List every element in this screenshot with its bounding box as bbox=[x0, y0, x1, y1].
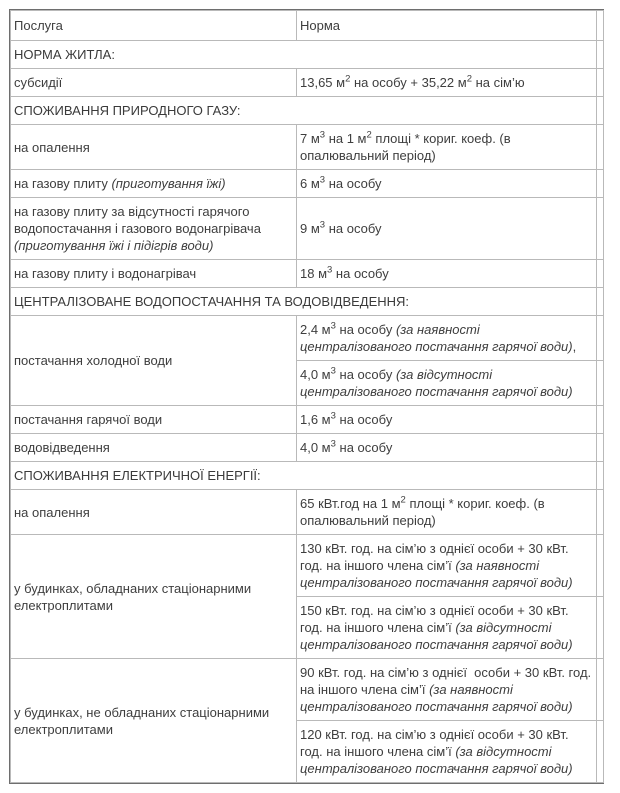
table-row bbox=[11, 535, 604, 597]
norms-table bbox=[10, 10, 604, 783]
superscript-unit: 3 bbox=[330, 320, 336, 332]
norm-cell bbox=[297, 406, 597, 434]
superscript-unit: 3 bbox=[319, 174, 326, 186]
norm-cell bbox=[297, 125, 597, 170]
column-header-service: Послуга bbox=[11, 11, 297, 41]
text-segment: на газову плиту і водонагрівач bbox=[14, 266, 197, 281]
superscript-unit: 3 bbox=[327, 264, 333, 276]
superscript-unit: 3 bbox=[330, 410, 336, 422]
spacer-cell bbox=[597, 434, 604, 462]
spacer-cell bbox=[597, 41, 604, 69]
text-segment: водовідведення bbox=[14, 440, 110, 455]
text-segment: у будинках, не обладнаних стаціонарними електроплитами bbox=[14, 704, 270, 737]
norm-cell bbox=[297, 659, 597, 721]
italic-note: (за наявності централізованого постачання гарячої води) bbox=[300, 322, 573, 354]
text-segment: на особу bbox=[335, 440, 393, 455]
table-row bbox=[11, 260, 604, 288]
spacer-cell bbox=[597, 260, 604, 288]
spacer-cell bbox=[597, 659, 604, 721]
text-segment: 9 м bbox=[300, 221, 320, 236]
text-segment: 65 кВт.год на 1 м bbox=[300, 496, 401, 511]
superscript-unit: 3 bbox=[319, 129, 326, 141]
table-row bbox=[11, 125, 604, 170]
italic-note: (за відсутності централізованого постачання гарячої води) bbox=[300, 620, 573, 652]
spacer-cell bbox=[597, 535, 604, 597]
text-segment: на особу + 35,22 м bbox=[350, 75, 467, 90]
norm-cell bbox=[297, 434, 597, 462]
service-cell bbox=[11, 406, 297, 434]
text-segment: 6 м bbox=[300, 176, 320, 191]
spacer-cell bbox=[597, 69, 604, 97]
norm-cell bbox=[297, 316, 597, 361]
text-segment: постачання гарячої води bbox=[14, 412, 163, 427]
italic-note: (за наявності централізованого постачання гарячої води) bbox=[300, 558, 573, 590]
italic-note: (за відсутності централізованого постачання гарячої води) bbox=[300, 744, 573, 776]
text-segment: постачання холодної води bbox=[14, 353, 173, 368]
section-header: ЦЕНТРАЛІЗОВАНЕ ВОДОПОСТАЧАННЯ ТА ВОДОВІДВЕДЕННЯ: bbox=[11, 288, 597, 316]
superscript-unit: 3 bbox=[330, 438, 336, 450]
spacer-cell bbox=[597, 361, 604, 406]
text-segment: 120 кВт. год. на сім’ю з однієї особи + 30 кВт. год. на іншого члена сім’ї bbox=[300, 727, 569, 759]
italic-note: (приготування їжі) bbox=[111, 176, 226, 191]
text-segment: на особу bbox=[325, 176, 382, 191]
spacer-cell bbox=[597, 406, 604, 434]
text-segment: на опалення bbox=[14, 139, 90, 155]
spacer-cell bbox=[597, 316, 604, 361]
text-segment: 90 кВт. год. на сім’ю з однієї особи + 30 кВт. год. на іншого члена сім’ї bbox=[300, 665, 592, 697]
text-segment: на особу bbox=[332, 266, 389, 281]
superscript-unit: 3 bbox=[330, 365, 336, 377]
spacer-cell bbox=[597, 97, 604, 125]
spacer-cell bbox=[597, 721, 604, 783]
text-segment: на особу bbox=[335, 412, 393, 427]
spacer-cell bbox=[597, 597, 604, 659]
text-segment: 2,4 м bbox=[300, 322, 331, 337]
service-cell bbox=[11, 535, 297, 659]
text-segment: площі * кориг. коеф. (в опалювальний період) bbox=[300, 131, 511, 163]
text-segment: на особу bbox=[335, 322, 396, 337]
text-segment: 1,6 м bbox=[300, 412, 331, 427]
table-row bbox=[11, 434, 604, 462]
text-segment: 18 м bbox=[300, 266, 328, 281]
text-segment: субсидії bbox=[14, 75, 63, 90]
table-row bbox=[11, 406, 604, 434]
table-row bbox=[11, 170, 604, 198]
text-segment: 150 кВт. год. на сім’ю з однієї особи + 30 кВт. год. на іншого члена сім’ї bbox=[300, 603, 569, 635]
text-segment: 13,65 м bbox=[300, 75, 346, 90]
italic-note: (за відсутності централізованого постачання гарячої води) bbox=[300, 367, 573, 399]
spacer-cell bbox=[597, 125, 604, 170]
norm-cell bbox=[297, 170, 597, 198]
text-segment: 130 кВт. год. на сім’ю з однієї особи + 30 кВт. год. на іншого члена сім’ї bbox=[300, 541, 569, 573]
superscript-unit: 2 bbox=[466, 73, 472, 85]
italic-note: (приготування їжі і підігрів води) bbox=[14, 238, 214, 253]
section-header: СПОЖИВАННЯ ПРИРОДНОГО ГАЗУ: bbox=[11, 97, 597, 125]
text-segment: на особу bbox=[325, 221, 382, 236]
spacer-cell bbox=[597, 170, 604, 198]
text-segment: 4,0 м bbox=[300, 367, 331, 382]
section-header-row bbox=[11, 41, 604, 69]
text-segment: на газову плиту bbox=[14, 176, 112, 191]
text-segment: на особу bbox=[335, 367, 396, 382]
norm-cell bbox=[297, 361, 597, 406]
text-segment: , bbox=[572, 339, 577, 354]
text-segment: площі * кориг. коеф. (в опалювальний період) bbox=[300, 496, 545, 528]
norm-cell bbox=[297, 535, 597, 597]
table-row bbox=[11, 316, 604, 361]
table-row bbox=[11, 198, 604, 260]
text-segment: 4,0 м bbox=[300, 440, 331, 455]
spacer-cell bbox=[597, 288, 604, 316]
section-header-row bbox=[11, 288, 604, 316]
norm-cell bbox=[297, 198, 597, 260]
service-cell bbox=[11, 316, 297, 406]
column-header-norm: Норма bbox=[297, 11, 597, 41]
table-row bbox=[11, 69, 604, 97]
superscript-unit: 2 bbox=[366, 129, 372, 141]
service-cell bbox=[11, 198, 297, 260]
service-cell bbox=[11, 170, 297, 198]
section-header: НОРМА ЖИТЛА: bbox=[11, 41, 597, 69]
spacer-column-header bbox=[597, 11, 604, 41]
text-segment: 7 м bbox=[300, 131, 320, 146]
table-row bbox=[11, 490, 604, 535]
norms-table-body bbox=[11, 41, 604, 783]
text-segment: на сім’ю bbox=[471, 75, 525, 90]
norm-cell bbox=[297, 597, 597, 659]
norm-cell bbox=[297, 69, 597, 97]
section-header-row bbox=[11, 462, 604, 490]
table-header-row bbox=[11, 11, 604, 41]
norm-cell bbox=[297, 260, 597, 288]
text-segment: у будинках, обладнаних стаціонарними електроплитами bbox=[14, 580, 252, 613]
italic-note: (за наявності централізованого постачання гарячої води) bbox=[300, 682, 573, 714]
service-cell bbox=[11, 125, 297, 170]
service-cell bbox=[11, 659, 297, 783]
service-cell bbox=[11, 434, 297, 462]
table-row bbox=[11, 659, 604, 721]
service-cell bbox=[11, 260, 297, 288]
norm-cell bbox=[297, 490, 597, 535]
service-cell bbox=[11, 69, 297, 97]
service-cell bbox=[11, 490, 297, 535]
norms-table-wrap bbox=[9, 9, 604, 784]
section-header: СПОЖИВАННЯ ЕЛЕКТРИЧНОЇ ЕНЕРГІЇ: bbox=[11, 462, 597, 490]
text-segment: на опалення bbox=[14, 504, 90, 520]
spacer-cell bbox=[597, 490, 604, 535]
superscript-unit: 2 bbox=[345, 73, 351, 85]
norm-cell bbox=[297, 721, 597, 783]
text-segment: на 1 м bbox=[325, 131, 367, 146]
text-segment: на газову плиту за відсутності гарячого водопостачання і газового водонагрівача bbox=[14, 204, 261, 236]
superscript-unit: 3 bbox=[319, 219, 326, 231]
spacer-cell bbox=[597, 198, 604, 260]
section-header-row bbox=[11, 97, 604, 125]
spacer-cell bbox=[597, 462, 604, 490]
superscript-unit: 2 bbox=[400, 494, 406, 506]
